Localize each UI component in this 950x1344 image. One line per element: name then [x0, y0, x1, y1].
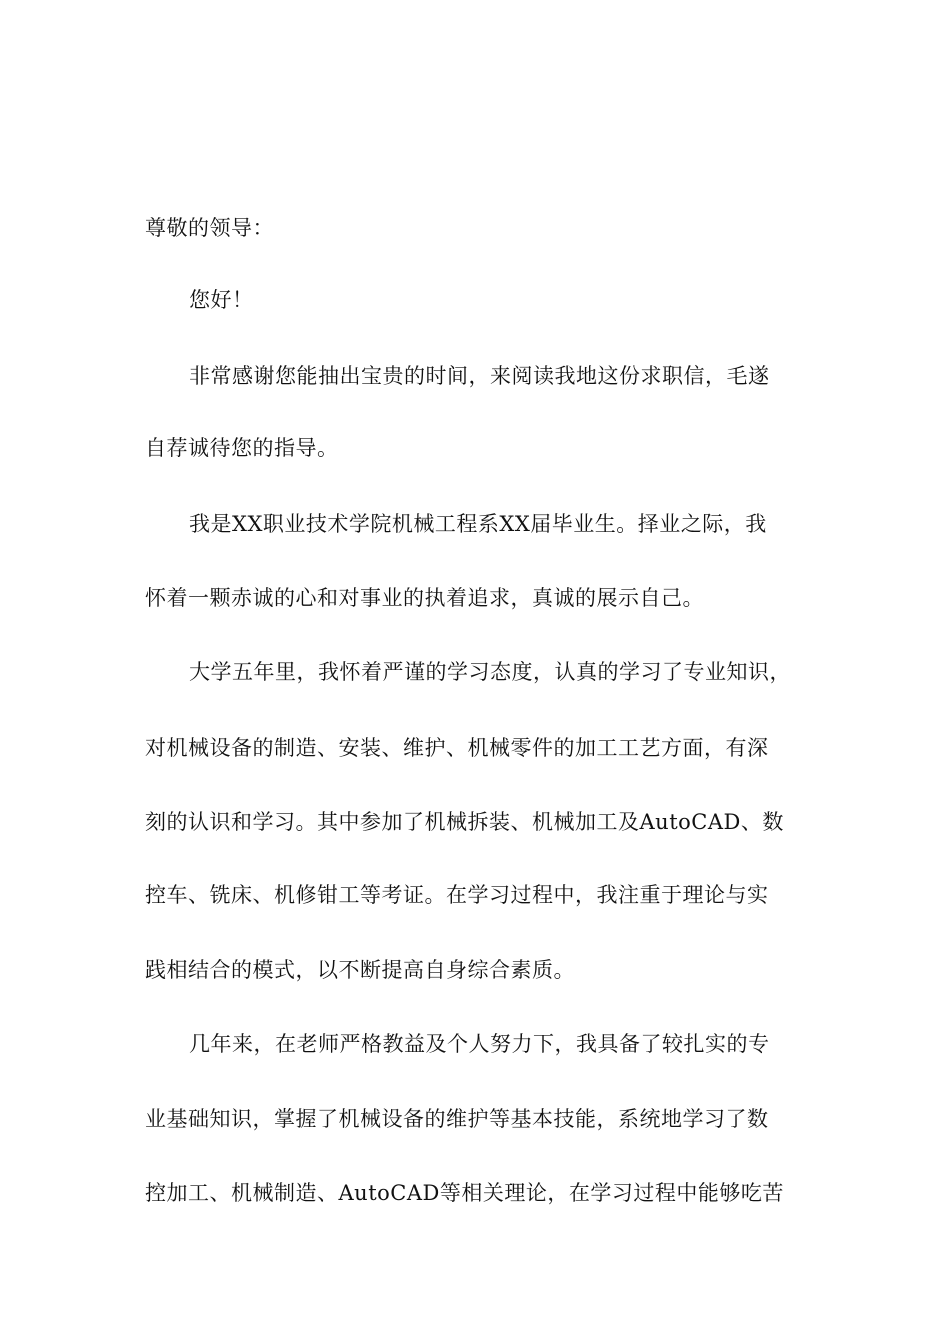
paragraph-line: 业基础知识，掌握了机械设备的维护等基本技能，系统地学习了数: [145, 1107, 769, 1131]
salutation: 尊敬的领导：: [145, 216, 274, 240]
paragraph-line: 控车、铣床、机修钳工等考证。在学习过程中，我注重于理论与实: [145, 883, 769, 907]
paragraph-line: 控加工、机械制造、AutoCAD等相关理论，在学习过程中能够吃苦: [145, 1181, 784, 1205]
paragraph-line: 我是XX职业技术学院机械工程系XX届毕业生。择业之际，我: [189, 512, 767, 536]
greeting: 您好！: [189, 288, 254, 312]
paragraph-line: 非常感谢您能抽出宝贵的时间，来阅读我地这份求职信，毛遂: [189, 364, 770, 388]
paragraph-line: 自荐诚待您的指导。: [145, 436, 339, 460]
paragraph-line: 几年来，在老师严格教益及个人努力下，我具备了较扎实的专: [189, 1032, 770, 1056]
paragraph-line: 对机械设备的制造、安装、维护、机械零件的加工工艺方面，有深: [145, 736, 769, 760]
paragraph-line: 刻的认识和学习。其中参加了机械拆装、机械加工及AutoCAD、数: [145, 810, 784, 834]
paragraph-line: 怀着一颗赤诚的心和对事业的执着追求，真诚的展示自己。: [145, 586, 704, 610]
paragraph-line: 践相结合的模式，以不断提高自身综合素质。: [145, 958, 575, 982]
paragraph-line: 大学五年里，我怀着严谨的学习态度，认真的学习了专业知识，: [189, 660, 791, 684]
